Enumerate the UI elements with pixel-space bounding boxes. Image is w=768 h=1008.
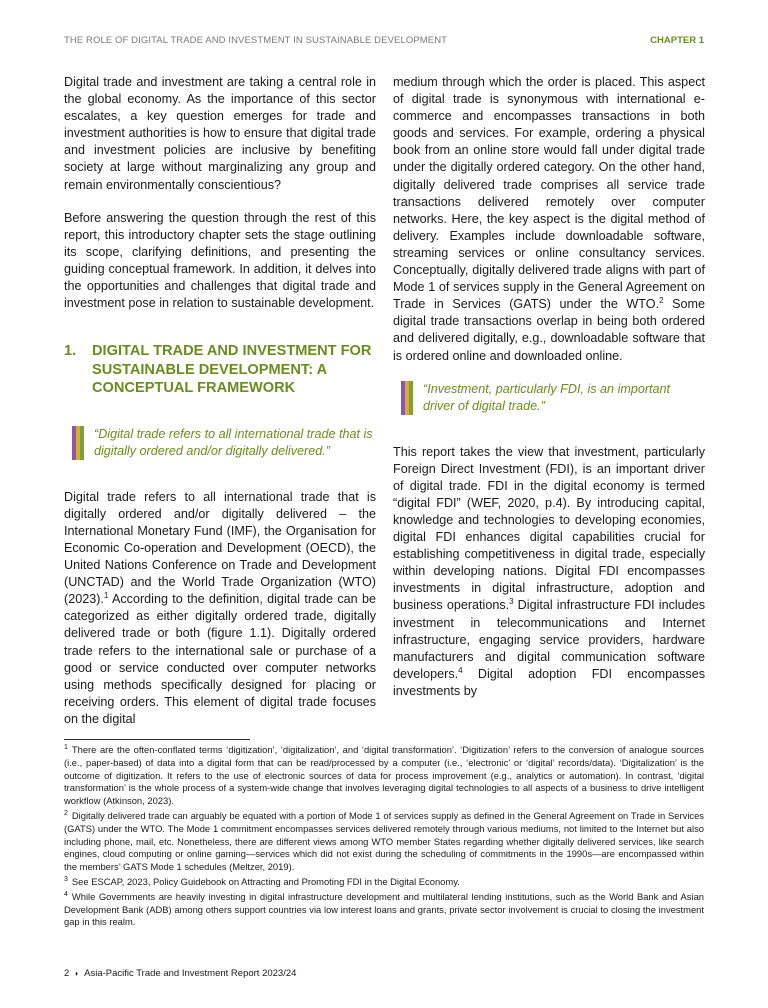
section-number: 1. bbox=[64, 343, 77, 360]
chapter-label: CHAPTER 1 bbox=[650, 35, 704, 46]
publication-title: Asia-Pacific Trade and Investment Report 2023/24 bbox=[84, 968, 297, 979]
pull-quote-left bbox=[64, 426, 376, 460]
footnote-ref[interactable]: 3 bbox=[509, 597, 514, 607]
footnote-number: 1 bbox=[64, 743, 68, 751]
footnote-text: See ESCAP, 2023, Policy Guidebook on Attracting and Promoting FDI in the Digital Economy. bbox=[71, 875, 460, 887]
page-footer bbox=[64, 968, 296, 979]
text-span: Digital trade refers to all international trade that is digitally ordered and/or digitally delivered – the International Monetary Fund (IMF), the Organisation for Economic Co-operation and Development (OECD), the United Nations Conference on Trade and Development (UNCTAD) and the World Trade Organization (WTO) (2023). bbox=[64, 489, 376, 607]
text-span: According to the definition, digital trade can be categorized as either digitally ordered trade, digitally delivered trade or both (figure 1.1). Digitally ordered trade refers to the international sale or purchase of a good or service conducted over computer networks using methods specifically designed for placing or receiving orders. This element of digital trade focuses on the digital bbox=[64, 592, 376, 726]
left-column bbox=[64, 74, 376, 728]
footnote-ref[interactable]: 4 bbox=[458, 665, 463, 675]
footnote-4 bbox=[64, 891, 704, 929]
fdi-paragraph bbox=[393, 444, 705, 700]
quote-text: “Digital trade refers to all international trade that is digitally ordered and/or digitally delivered.” bbox=[94, 426, 373, 458]
quote-accent-bar bbox=[401, 381, 413, 415]
footnote-text: There are the often-conflated terms ‘digitization’, ‘digitalization’, and ‘digital transformation’. ‘Digitization’ refers to the conversion of analogue sources (i.e., paper-based) of data into a digital form that can be read/processed by a computer (i.e., ‘electronic’ or ‘digital’ records/data). ‘Digitalization’ is the outcome of digitization. It refers to the use of electronic sources of data for process improvement (e.g., analytics or automation). In contrast, ‘digital transformation’ is the whole process of a system-wide change that involves leveraging digital technologies to all aspects of a business to drive intelligent workflow (Atkinson, 2023). bbox=[64, 744, 704, 807]
footnote-ref[interactable]: 1 bbox=[103, 591, 109, 601]
footnote-number: 2 bbox=[64, 809, 68, 817]
section-heading bbox=[64, 342, 376, 398]
section-title: DIGITAL TRADE AND INVESTMENT FOR SUSTAINABLE DEVELOPMENT: A CONCEPTUAL FRAMEWORK bbox=[92, 343, 372, 397]
footnote-ref[interactable]: 2 bbox=[659, 296, 664, 306]
page-number: 2 bbox=[64, 968, 70, 979]
pull-quote-right bbox=[393, 381, 705, 415]
quote-accent-bar bbox=[72, 426, 84, 460]
half-circle-icon: ◗ bbox=[74, 969, 80, 978]
right-column bbox=[393, 74, 705, 700]
chapter-overview-paragraph: Before answering the question through the rest of this report, this introductory chapter sets the stage outlining its scope, clarifying definitions, and presenting the guiding conceptual framework. In addition, it delves into the opportunities and challenges that digital trade and investment pose in relation to sustainable development. bbox=[64, 210, 376, 311]
footnote-3 bbox=[64, 876, 704, 889]
footnote-1 bbox=[64, 744, 704, 808]
footnotes bbox=[64, 744, 704, 931]
running-title: THE ROLE OF DIGITAL TRADE AND INVESTMENT IN SUSTAINABLE DEVELOPMENT bbox=[64, 35, 448, 46]
intro-paragraph: Digital trade and investment are taking a central role in the global economy. As the importance of this sector escalates, a key question emerges for trade and investment authorities is how to ensure that digital trade and investment policies are inclusive by benefiting society at large without marginalizing any group and remain environmentally conscientious? bbox=[64, 75, 376, 192]
definition-paragraph bbox=[64, 489, 376, 728]
footnote-2 bbox=[64, 810, 704, 874]
digital-trade-paragraph bbox=[393, 74, 705, 365]
text-span: This report takes the view that investment, particularly Foreign Direct Investment (FDI), is an important driver of digital trade. FDI in the digital economy is termed “digital FDI” (WEF, 2020, p.4). By introducing capital, knowledge and technologies to developing economies, digital FDI enhances digital capabilities crucial for establishing competitiveness in digital trade, especially within developing nations. Digital FDI encompasses investments in digital infrastructure, adoption and business operations. bbox=[393, 444, 705, 613]
quote-text: “Investment, particularly FDI, is an important driver of digital trade.” bbox=[423, 381, 671, 413]
text-span: Digital infrastructure FDI includes investment in telecommunications and Internet infrastructure, engaging service providers, hardware manufacturers and digital communication software developers. bbox=[393, 598, 705, 681]
footnote-number: 3 bbox=[64, 875, 68, 883]
text-span: medium through which the order is placed. This aspect of digital trade is synonymous with international e-commerce and encompasses transactions in both goods and services. For example, ordering a physical book from an online store would fall under digital trade under the digitally ordered category. On the other hand, digitally delivered trade comprises all service trade transactions delivered remotely over computer networks. Here, the key aspect is the digital method of delivery. Examples include downloadable software, streaming services or online consultancy services. Conceptually, digitally delivered trade aligns with part of Mode 1 of services supply in the General Agreement on Trade in Services (GATS) under the WTO. bbox=[393, 75, 705, 312]
footnote-number: 4 bbox=[64, 890, 68, 898]
footnote-text: While Governments are heavily investing in digital infrastructure development and multilateral lending institutions, such as the World Bank and Asian Development Bank (ADB) among others support countries via low interest loans and grants, private sector involvement is crucial to closing the investment gap in this realm. bbox=[64, 890, 704, 928]
text-span: Some digital trade transactions overlap in being both ordered and delivered digitally, e.g., downloadable software that is ordered online and downloaded online. bbox=[393, 297, 706, 363]
footnote-divider bbox=[64, 739, 250, 740]
footnote-text: Digitally delivered trade can arguably be equated with a portion of Mode 1 of services supply as defined in the General Agreement on Trade in Services (GATS) under the WTO. The Mode 1 commitment encompasses services delivered remotely through various mediums, not limited to the Internet but also including phone, mail, etc. Nonetheless, there are different views among WTO member States regarding whether digitally delivered services, like search engines, cloud computing or online gaming—services which did not exist during the scheduling of commitments in the 1990s—are encompassed within the members’ GATS Mode 1 schedules (Meltzer, 2019). bbox=[64, 809, 704, 873]
text-span: Digital adoption FDI encompasses investments by bbox=[393, 666, 705, 698]
